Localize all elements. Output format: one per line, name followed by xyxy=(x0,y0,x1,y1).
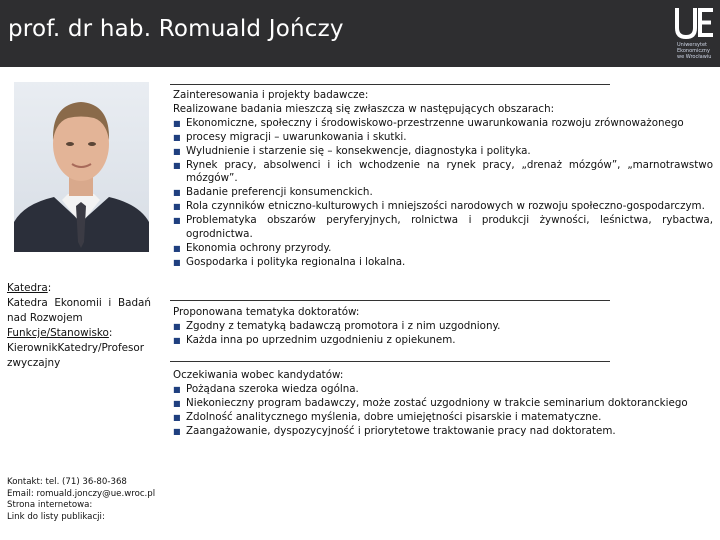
bullet-icon: ■ xyxy=(173,335,181,345)
list-item: ■ Rynek pracy, absolwenci i ich wchodzenie na rynek pracy, „drenaż mózgów”, „marnotrawstwo mózgów”. xyxy=(173,158,713,185)
header-bar xyxy=(0,0,720,67)
list-item: ■ Zdolność analitycznego myślenia, dobre umiejętności pisarskie i matematyczne. xyxy=(173,410,602,423)
logo-text-line-2: Ekonomiczny xyxy=(677,48,710,54)
contact-info xyxy=(7,477,207,523)
research-title: Zainteresowania i projekty badawcze: xyxy=(173,89,369,101)
bullet-icon: ■ xyxy=(173,216,181,226)
katedra-value: Katedra Ekonomii i Badań nad Rozwojem xyxy=(7,297,151,324)
research-intro: Realizowane badania mieszczą się zwłaszcza w następujących obszarach: xyxy=(173,102,555,115)
page-title: prof. dr hab. Romuald Jończy xyxy=(8,16,344,42)
list-item: ■ Zaangażowanie, dyspozycyjność i priorytetowe traktowanie pracy nad doktoratem. xyxy=(173,424,616,437)
contact-phone: Kontakt: tel. (71) 36-80-368 xyxy=(7,477,127,487)
funkcje-value: KierownikKatedry/Profesor zwyczajny xyxy=(7,342,145,369)
bullet-icon: ■ xyxy=(173,412,181,422)
list-item: ■ Pożądana szeroka wiedza ogólna. xyxy=(173,382,359,395)
research-list xyxy=(173,117,713,270)
divider xyxy=(170,84,610,85)
list-item: ■ procesy migracji – uwarunkowania i skutki. xyxy=(173,130,407,143)
bullet-icon: ■ xyxy=(173,202,181,212)
list-item: ■ Gospodarka i polityka regionalna i lokalna. xyxy=(173,255,406,268)
research-section xyxy=(173,89,713,270)
topics-title: Proponowana tematyka doktoratów: xyxy=(173,306,360,318)
bullet-icon: ■ xyxy=(173,146,181,156)
list-item: ■ Rola czynników etniczno-kulturowych i mniejszości narodowych w rozwoju społeczno-gospodarczym. xyxy=(173,200,705,213)
university-logo xyxy=(671,6,717,64)
bullet-icon: ■ xyxy=(173,160,181,170)
bullet-icon: ■ xyxy=(173,321,181,331)
list-item: ■ Niekonieczny program badawczy, może zostać uzgodniony w trakcie seminarium doktoranckiego xyxy=(173,396,688,409)
divider xyxy=(170,361,610,362)
divider xyxy=(170,300,610,301)
bullet-icon: ■ xyxy=(173,132,181,142)
bullet-icon: ■ xyxy=(173,426,181,436)
list-item: ■ Wyludnienie i starzenie się – konsekwencje, diagnostyka i polityka. xyxy=(173,144,531,157)
contact-publications-link[interactable]: Link do listy publikacji: xyxy=(7,511,105,522)
bullet-icon: ■ xyxy=(173,257,181,267)
list-item: ■ Ekonomia ochrony przyrody. xyxy=(173,241,332,254)
list-item: ■ Badanie preferencji konsumenckich. xyxy=(173,186,373,199)
affiliation-info: Katedra: Katedra Ekonomii i Badań nad Rozwojem Funkcje/Stanowisko: KierownikKatedry/Profesor zwyczajny xyxy=(7,282,151,369)
portrait-illustration xyxy=(14,82,149,252)
katedra-label: Katedra xyxy=(7,282,48,294)
topics-section xyxy=(173,306,713,348)
bullet-icon: ■ xyxy=(173,188,181,198)
expectations-section xyxy=(173,369,713,439)
logo-text-line-1: Uniwersytet xyxy=(677,42,707,48)
list-item: ■ Ekonomiczne, społeczny i środowiskowo-przestrzenne uwarunkowania rozwoju zrównoważonego xyxy=(173,116,684,129)
logo-text-line-3: we Wrocławiu xyxy=(677,54,712,60)
contact-email[interactable]: Email: romuald.jonczy@ue.wroc.pl xyxy=(7,488,156,499)
bullet-icon: ■ xyxy=(173,243,181,253)
funkcje-label: Funkcje/Stanowisko xyxy=(7,327,109,339)
list-item: ■ Każda inna po uprzednim uzgodnieniu z opiekunem. xyxy=(173,333,456,346)
portrait-photo xyxy=(14,82,149,252)
list-item: ■ Zgodny z tematyką badawczą promotora i z nim uzgodniony. xyxy=(173,319,501,332)
ue-logo-icon xyxy=(671,6,717,40)
topics-list xyxy=(173,320,713,348)
list-item: ■ Problematyka obszarów peryferyjnych, rolnictwa i produkcji żywności, leśnictwa, rybactwa, ogrodnictwa. xyxy=(173,214,713,241)
expectations-title: Oczekiwania wobec kandydatów: xyxy=(173,369,344,381)
bullet-icon: ■ xyxy=(173,398,181,408)
contact-website[interactable]: Strona internetowa: xyxy=(7,500,93,510)
bullet-icon: ■ xyxy=(173,118,181,128)
bullet-icon: ■ xyxy=(173,384,181,394)
expectations-list xyxy=(173,383,713,439)
